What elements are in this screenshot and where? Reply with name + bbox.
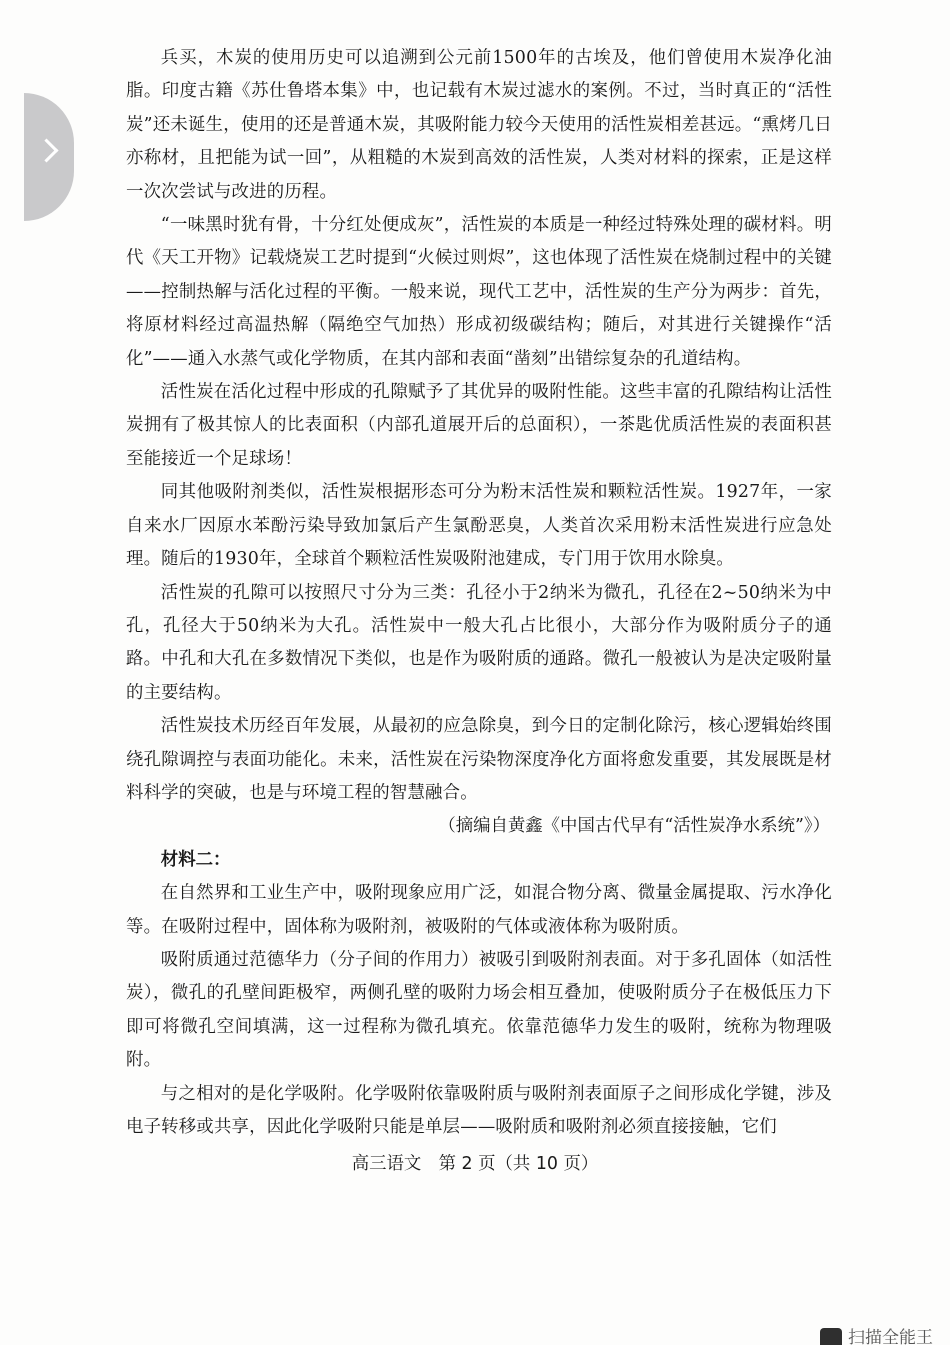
paragraph: 吸附质通过范德华力（分子间的作用力）被吸引到吸附剂表面。对于多孔固体（如活性炭），微孔的孔壁间距极窄，两侧孔壁的吸附力场会相互叠加，使吸附质分子在极低压力下即可将微孔空间填满，这一过程称为微孔填充。依靠范德华力发生的吸附，统称为物理吸附。 [126, 949, 832, 1071]
chevron-right-icon[interactable] [34, 138, 58, 162]
scanner-watermark-label: 扫描全能王 [848, 1328, 933, 1345]
scanner-watermark [820, 1324, 950, 1345]
paragraph: 同其他吸附剂类似，活性炭根据形态可分为粉末活性炭和颗粒活性炭。1927年，一家自来水厂因原水苯酚污染导致加氯后产生氯酚恶臭，人类首次采用粉末活性炭进行应急处理。随后的1930年，全球首个颗粒活性炭吸附池建成，专门用于饮用水除臭。 [126, 482, 832, 570]
paragraph: “一味黑时犹有骨，十分红处便成灰”，活性炭的本质是一种经过特殊处理的碳材料。明代《天工开物》记载烧炭工艺时提到“火候过则烬”，这也体现了活性炭在烧制过程中的关键——控制热解与活化过程的平衡。一般来说，现代工艺中，活性炭的生产分为两步：首先，将原材料经过高温热解（隔绝空气加热）形成初级碳结构；随后，对其进行关键操作“活化”——通入水蒸气或化学物质，在其内部和表面“凿刻”出错综复杂的孔道结构。 [126, 215, 832, 369]
paragraph: 在自然界和工业生产中，吸附现象应用广泛，如混合物分离、微量金属提取、污水净化等。在吸附过程中，固体称为吸附剂，被吸附的气体或液体称为吸附质。 [126, 883, 832, 937]
paragraph: 兵买，木炭的使用历史可以追溯到公元前1500年的古埃及，他们曾使用木炭净化油脂。印度古籍《苏仕鲁塔本集》中，也记载有木炭过滤水的案例。不过，当时真正的“活性炭”还未诞生，使用的还是普通木炭，其吸附能力较今天使用的活性炭相差甚远。“熏烤几日亦称材，且把能为试一回”，从粗糙的木炭到高效的活性炭，人类对材料的探索，正是这样一次次尝试与改进的历程。 [126, 48, 832, 202]
page-footer: 高三语文 第 2 页（共 10 页） [351, 1154, 599, 1174]
page-nav-tab[interactable] [24, 93, 74, 221]
paragraph: 活性炭技术历经百年发展，从最初的应急除臭，到今日的定制化除污，核心逻辑始终围绕孔隙调控与表面功能化。未来，活性炭在污染物深度净化方面将愈发重要，其发展既是材料科学的突破，也是与环境工程的智慧融合。 [126, 716, 832, 803]
paragraph: 与之相对的是化学吸附。化学吸附依靠吸附质与吸附剂表面原子之间形成化学键，涉及电子转移或共享，因此化学吸附只能是单层——吸附质和吸附剂必须直接接触，它们 [126, 1083, 832, 1137]
paragraph: 活性炭在活化过程中形成的孔隙赋予了其优异的吸附性能。这些丰富的孔隙结构让活性炭拥有了极其惊人的比表面积（内部孔道展开后的总面积），一茶匙优质活性炭的表面积甚至能接近一个足球场！ [126, 382, 832, 469]
camscanner-logo-icon [820, 1328, 842, 1345]
source-citation: （摘编自黄鑫《中国古代早有“活性炭净水系统”》） [438, 816, 830, 837]
document-body [126, 42, 832, 1144]
paragraph: 活性炭的孔隙可以按照尺寸分为三类：孔径小于2纳米为微孔，孔径在2~50纳米为中孔，孔径大于50纳米为大孔。活性炭中一般大孔占比很小，大部分作为吸附质分子的通路。中孔和大孔在多数情况下类似，也是作为吸附质的通路。微孔一般被认为是决定吸附量的主要结构。 [126, 582, 832, 703]
section-heading: 材料二： [160, 849, 231, 870]
